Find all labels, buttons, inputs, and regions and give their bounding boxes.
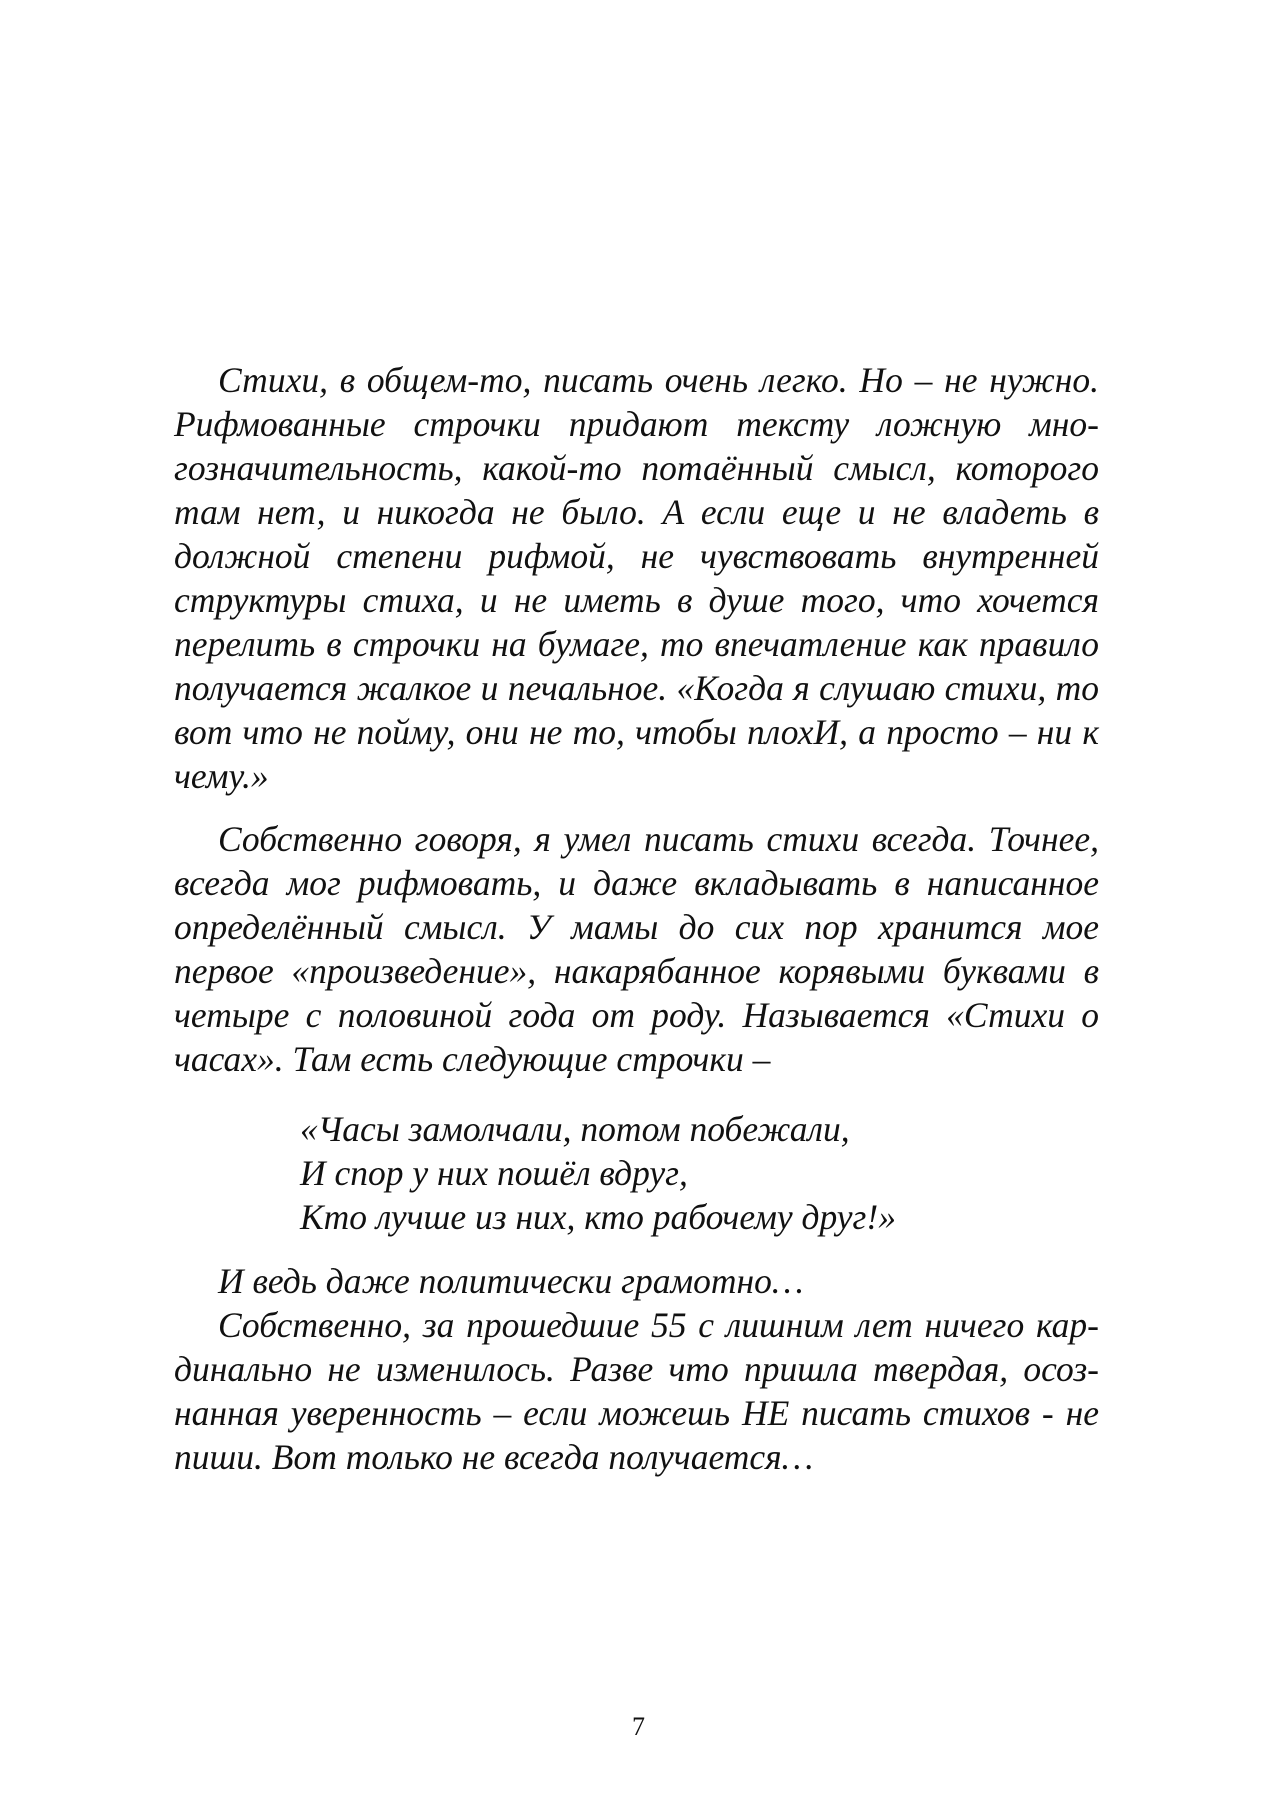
poem-quote <box>300 1107 1099 1239</box>
poem-line-1: «Часы замолчали, потом побежали, <box>300 1109 850 1149</box>
paragraph-3: И ведь даже политически грамотно… <box>218 1261 804 1301</box>
poem-line-2: И спор у них пошёл вдруг, <box>300 1153 688 1193</box>
poem-line-3: Кто лучше из них, кто рабочему друг!» <box>300 1197 896 1237</box>
paragraph-1: Стихи, в общем-то, писать очень легко. Но – не нужно. Рифмованные строчки придают тексту ложную многозначительность, какой-то потаённый смысл, которого там нет, и никогда не было. А если еще и не владеть в должной степени рифмой, не чувствовать внутренней структуры стиха, и не иметь в душе того, что хочется перелить в строчки на бумаге, то впечатление как правило получается жалкое и печальное. «Когда я слушаю стихи, то вот что не пойму, они не то, чтобы плохИ, а просто – ни к чему.» <box>174 360 1099 796</box>
page-number: 7 <box>632 1712 645 1741</box>
paragraph-2: Собственно говоря, я умел писать стихи всегда. Точнее, всегда мог рифмовать, и даже вкладывать в написанное определённый смысл. У мамы до сих пор хранится мое первое «произведение», накарябанное корявыми буквами в четыре с половиной года от роду. Называется «Стихи о часах». Там есть следующие строчки – <box>174 819 1099 1079</box>
page-body <box>174 358 1099 1479</box>
paragraph-4: Собственно, за прошедшие 55 с лишним лет ничего кардинально не изменилось. Разве что пришла твердая, осознанная уверенность – если можешь НЕ писать стихов - не пиши. Вот только не всегда получается… <box>174 1305 1099 1477</box>
